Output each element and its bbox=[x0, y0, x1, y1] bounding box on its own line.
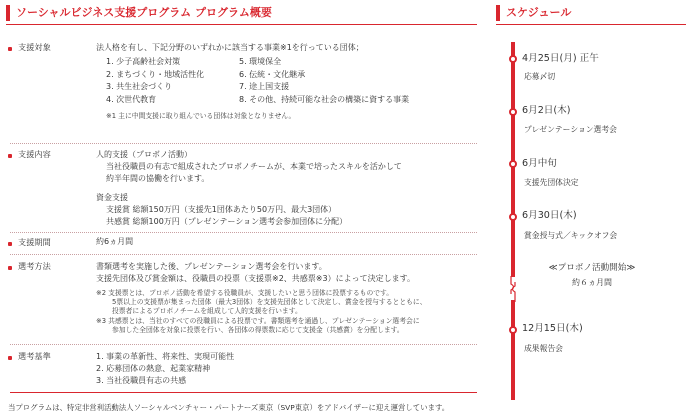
funding-line: 支援賞 総額150万円（支援先1団体あたり50万円、最大3団体） bbox=[106, 205, 337, 214]
section-label: 選考方法 bbox=[18, 261, 51, 271]
overview-header bbox=[6, 3, 272, 23]
section-label: 支援期間 bbox=[18, 237, 51, 247]
personnel-line: 当社役職員の有志で組成されたプロボノチームが、本業で培ったスキルを活かして bbox=[106, 162, 402, 171]
criteria-item: 1. 事業の革新性、将来性、実現可能性 bbox=[96, 352, 235, 361]
event-desc: 成果報告会 bbox=[524, 344, 563, 353]
target-fields-grid bbox=[106, 56, 439, 106]
section-label: 支援内容 bbox=[18, 149, 51, 159]
target-intro: 法人格を有し、下記分野のいずれかに該当する事業※1を行っている団体； bbox=[96, 43, 364, 52]
selection-notes bbox=[96, 289, 427, 335]
section-selection-body bbox=[96, 261, 427, 335]
section-criteria-body bbox=[96, 351, 234, 387]
criteria-item: 3. 当社役職員有志の共感 bbox=[96, 376, 187, 385]
event-desc: 賞金授与式／キックオフ会 bbox=[524, 231, 618, 240]
field-item: 5. 環境保全 bbox=[239, 57, 282, 66]
event-date: 6月中旬 bbox=[522, 158, 557, 169]
section-target-content bbox=[96, 42, 439, 121]
field-item: 8. その他、持続可能な社会の構築に資する事業 bbox=[239, 94, 410, 104]
schedule-title: スケジュール bbox=[506, 5, 572, 19]
bullet-icon bbox=[8, 242, 12, 246]
personnel-line: 約半年間の協働を行います。 bbox=[106, 174, 210, 183]
event-desc: プレゼンテーション選考会 bbox=[524, 125, 617, 134]
overview-bottom-rule bbox=[10, 392, 477, 393]
section-label: 支援対象 bbox=[18, 42, 51, 52]
timeline-dot bbox=[509, 326, 517, 334]
schedule-header bbox=[496, 3, 571, 23]
section-divider bbox=[10, 344, 477, 345]
funding-title: 資金支援 bbox=[96, 193, 128, 202]
selection-note: 投票者によるプロボノチームを組成して人的支援を行います。 bbox=[112, 307, 302, 316]
section-divider bbox=[10, 143, 477, 144]
personnel-title: 人的支援（プロボノ活動） bbox=[96, 150, 192, 159]
section-divider bbox=[10, 232, 477, 233]
selection-note: ※3 共感票とは、当社のすべての役職員による投票です。書類選考を通過し、プレゼンテーション選考会に bbox=[96, 316, 420, 325]
selection-note: 5票以上の支援票が集まった団体（最大3団体）を支援先団体として決定し、賞金を授与するとともに、 bbox=[112, 298, 427, 307]
field-item: 4. 次世代教育 bbox=[106, 94, 157, 104]
event-date: 6月2日(木) bbox=[522, 105, 571, 116]
event-date: 6月30日(木) bbox=[522, 210, 577, 221]
funding-line: 共感賞 総額100万円（プレゼンテーション選考会参加団体に分配） bbox=[106, 217, 348, 226]
field-item: 6. 伝統・文化継承 bbox=[239, 69, 306, 79]
field-item: 7. 途上国支援 bbox=[239, 82, 290, 91]
activity-title: ≪プロボノ活動開始≫ bbox=[548, 263, 636, 273]
field-item: 3. 共生社会づくり bbox=[106, 82, 173, 91]
bullet-icon bbox=[8, 356, 12, 360]
footer-note: 当プログラムは、特定非営利活動法人ソーシャルベンチャー・パートナーズ東京（SVP東京）をアドバイザーに迎え運営しています。 bbox=[8, 403, 450, 412]
event-date: 12月15日(木) bbox=[522, 323, 583, 334]
selection-note: 参加した全団体を対象に投票を行い、各団体の得票数に応じて支援金（共感賞）を分配します。 bbox=[112, 325, 404, 334]
timeline-dot bbox=[509, 55, 517, 63]
section-content-body bbox=[96, 149, 402, 228]
bullet-icon bbox=[8, 154, 12, 158]
bullet-icon bbox=[8, 266, 12, 270]
bullet-icon bbox=[8, 47, 12, 51]
header-accent-bar bbox=[6, 5, 10, 21]
selection-line: 支援先団体及び賞金額は、役職員の投票（支援票※2、共感票※3）によって決定します。 bbox=[96, 274, 415, 283]
period-value: 約6ヵ月間 bbox=[96, 237, 134, 246]
selection-line: 書類選考を実施した後、プレゼンテーション選考会を行います。 bbox=[96, 262, 327, 271]
criteria-item: 2. 応募団体の熱意、起業家精神 bbox=[96, 364, 211, 373]
target-note: ※1 主に中間支援に取り組んでいる団体は対象となりません。 bbox=[106, 112, 296, 120]
field-item: 2. まちづくり・地域活性化 bbox=[106, 69, 205, 79]
timeline-dot bbox=[509, 160, 517, 168]
timeline-dot bbox=[509, 108, 517, 116]
schedule-header-rule bbox=[496, 24, 686, 25]
header-accent-bar bbox=[496, 5, 500, 21]
field-item: 1. 少子高齢社会対策 bbox=[106, 57, 181, 66]
activity-duration: 約６ヵ月間 bbox=[572, 278, 612, 287]
event-desc: 応募〆切 bbox=[524, 72, 556, 81]
event-date: 4月25日(月) 正午 bbox=[522, 53, 599, 64]
selection-note: ※2 支援票とは、プロボノ活動を希望する役職員が、支援したいと思う団体に投票するものです。 bbox=[96, 289, 394, 297]
overview-title: ソーシャルビジネス支援プログラム プログラム概要 bbox=[16, 5, 272, 19]
section-divider bbox=[10, 254, 477, 255]
timeline-line-lower bbox=[511, 300, 515, 400]
timeline-dot bbox=[509, 213, 517, 221]
overview-header-rule bbox=[6, 24, 477, 25]
event-desc: 支援先団体決定 bbox=[524, 178, 579, 187]
section-label: 選考基準 bbox=[18, 351, 51, 361]
